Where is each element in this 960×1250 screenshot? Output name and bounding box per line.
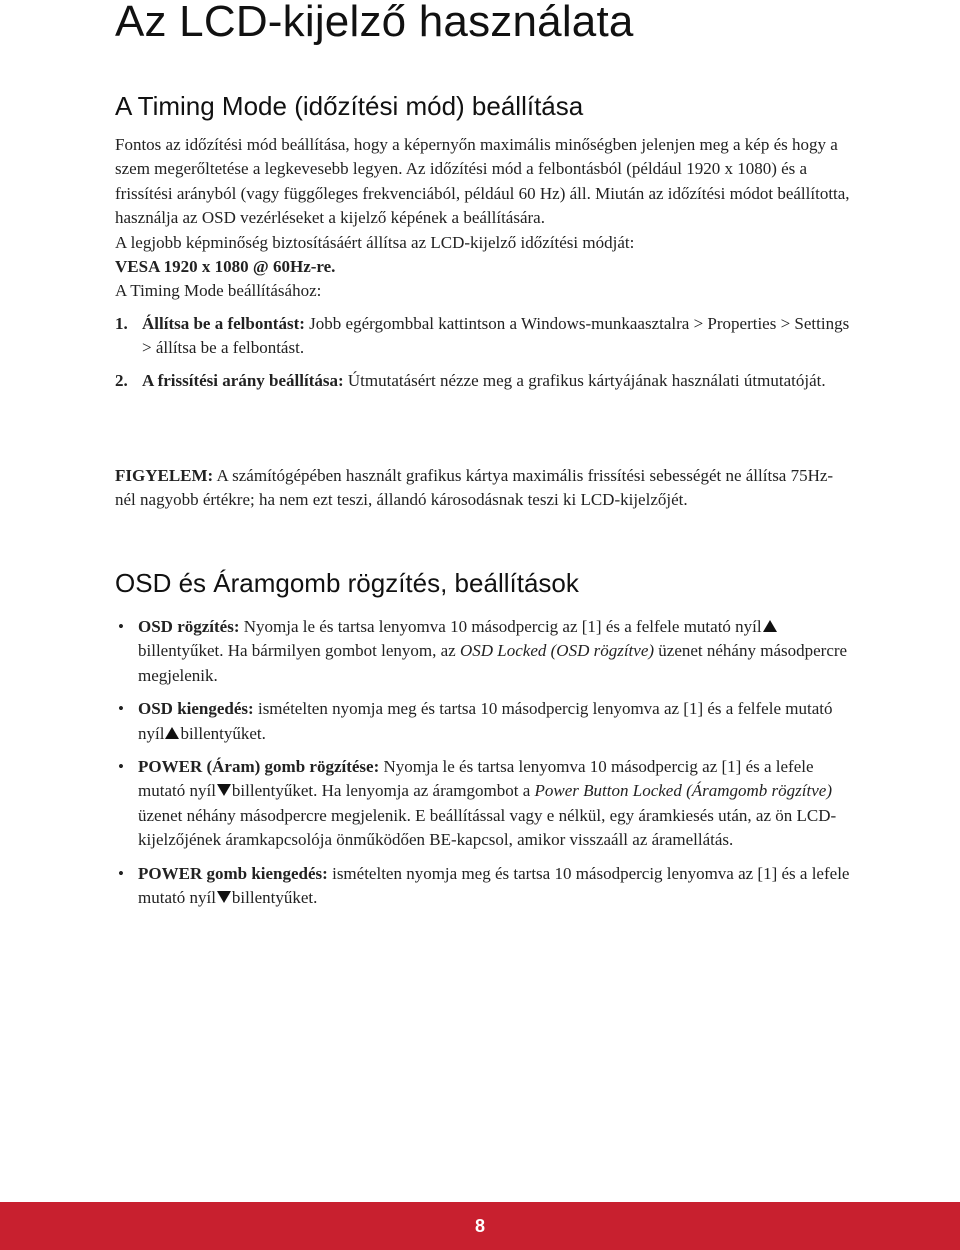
timing-step xyxy=(115,312,850,361)
step-text: Jobb egérgombbal kattintson a Windows-munkaasztalra > Properties > Settings > állítsa be a felbontást. xyxy=(142,313,850,358)
warning-text: A számítógépében használt grafikus kártya maximális frissítési sebességét ne állítsa 75Hz-nél nagyobb értékre; ha nem ezt teszi, állandó károsodásnak teszi ki LCD-kijelzőjét. xyxy=(115,466,834,510)
list-item xyxy=(115,615,850,688)
step-text: Útmutatásért nézze meg a grafikus kártyájának használati útmutatóját. xyxy=(343,370,826,390)
down-arrow-icon xyxy=(217,784,231,796)
item-text: Nyomja le és tartsa lenyomva 10 másodpercig az [1] és a lefele mutató nyíl xyxy=(138,757,814,801)
list-item xyxy=(115,755,850,853)
bullet-icon: • xyxy=(118,617,124,636)
osd-lock-heading: OSD és Áramgomb rögzítés, beállítások xyxy=(115,568,579,598)
osd-message: OSD Locked (OSD rögzítve) xyxy=(459,641,655,661)
item-text-end: üzenet néhány másodpercre megjelenik. E beállítással vagy e nélkül, egy áramkiesés után, az ön LCD-kijelzőjének áramkapcsolója önműködően BE-kapcsol, amikor visszaáll az áramellátás. xyxy=(138,805,837,850)
bullet-icon: • xyxy=(118,757,124,777)
vesa-setting-text: VESA 1920 x 1080 @ 60Hz-re. xyxy=(115,257,336,277)
timing-mode-heading: A Timing Mode (időzítési mód) beállítása xyxy=(115,91,584,121)
page-number: 8 xyxy=(474,1216,485,1236)
item-text: ismételten nyomja meg és tartsa 10 másodpercig lenyomva az [1] és a felfele mutató nyíl xyxy=(138,699,833,743)
item-text-continued: billentyűket. xyxy=(231,888,318,908)
list-item xyxy=(115,862,850,911)
step-title: Állítsa be a felbontást: xyxy=(142,313,305,333)
timing-step xyxy=(115,369,850,393)
item-title: POWER (Áram) gomb rögzítése: xyxy=(138,757,380,777)
bullet-icon: • xyxy=(118,863,124,883)
timing-intro-paragraph: Fontos az időzítési mód beállítása, hogy a képernyőn maximális minőségben jelenjen meg a kép és hogy a szem megerőltetése a legkevesebb legyen. Az időzítési mód a felbontásból (például 1920 x 1080) és a frissítési arányból (vagy függőleges frekvenciából, például 60 Hz) áll. Miután az időzítési módot beállította, használja az OSD vezérléseket a kijelző képének a beállítására. xyxy=(115,135,850,228)
best-quality-paragraph: A legjobb képminőség biztosításáért állítsa az LCD-kijelző időzítési módját: xyxy=(115,232,635,252)
item-title: POWER gomb kiengedés: xyxy=(138,863,328,883)
power-message: Power Button Locked (Áramgomb rögzítve) xyxy=(534,781,832,801)
item-title: OSD rögzítés: xyxy=(138,617,240,636)
up-arrow-icon xyxy=(165,727,179,739)
step-number: 2. xyxy=(115,370,128,390)
item-text-continued: billentyűket. Ha bármilyen gombot lenyom, az xyxy=(138,641,460,661)
item-text-continued: billentyűket. xyxy=(180,723,266,743)
osd-lock-list xyxy=(115,615,850,919)
item-text-end: üzenet néhány másodpercre megjelenik. xyxy=(138,641,848,685)
bullet-icon: • xyxy=(118,699,124,719)
item-text-continued: billentyűket. Ha lenyomja az áramgombot a xyxy=(231,781,535,801)
warning-note xyxy=(115,464,840,513)
down-arrow-icon xyxy=(217,891,231,903)
page-title: Az LCD-kijelző használata xyxy=(115,0,634,46)
timing-mode-section xyxy=(115,133,850,401)
list-item xyxy=(115,697,850,746)
warning-label: FIGYELEM: xyxy=(115,466,214,485)
vesa-setting xyxy=(115,255,850,279)
up-arrow-icon xyxy=(763,620,777,632)
timing-steps-list xyxy=(115,312,850,393)
step-number: 1. xyxy=(115,313,128,333)
item-text: ismételten nyomja meg és tartsa 10 másodpercig lenyomva az [1] és a lefele mutató nyíl xyxy=(138,863,850,908)
step-title: A frissítési arány beállítása: xyxy=(142,370,344,390)
page-footer xyxy=(0,1202,960,1250)
timing-how-to-label: A Timing Mode beállításához: xyxy=(115,281,322,301)
item-text: Nyomja le és tartsa lenyomva 10 másodpercig az [1] és a felfele mutató nyíl xyxy=(239,617,762,636)
item-title: OSD kiengedés: xyxy=(138,699,254,719)
